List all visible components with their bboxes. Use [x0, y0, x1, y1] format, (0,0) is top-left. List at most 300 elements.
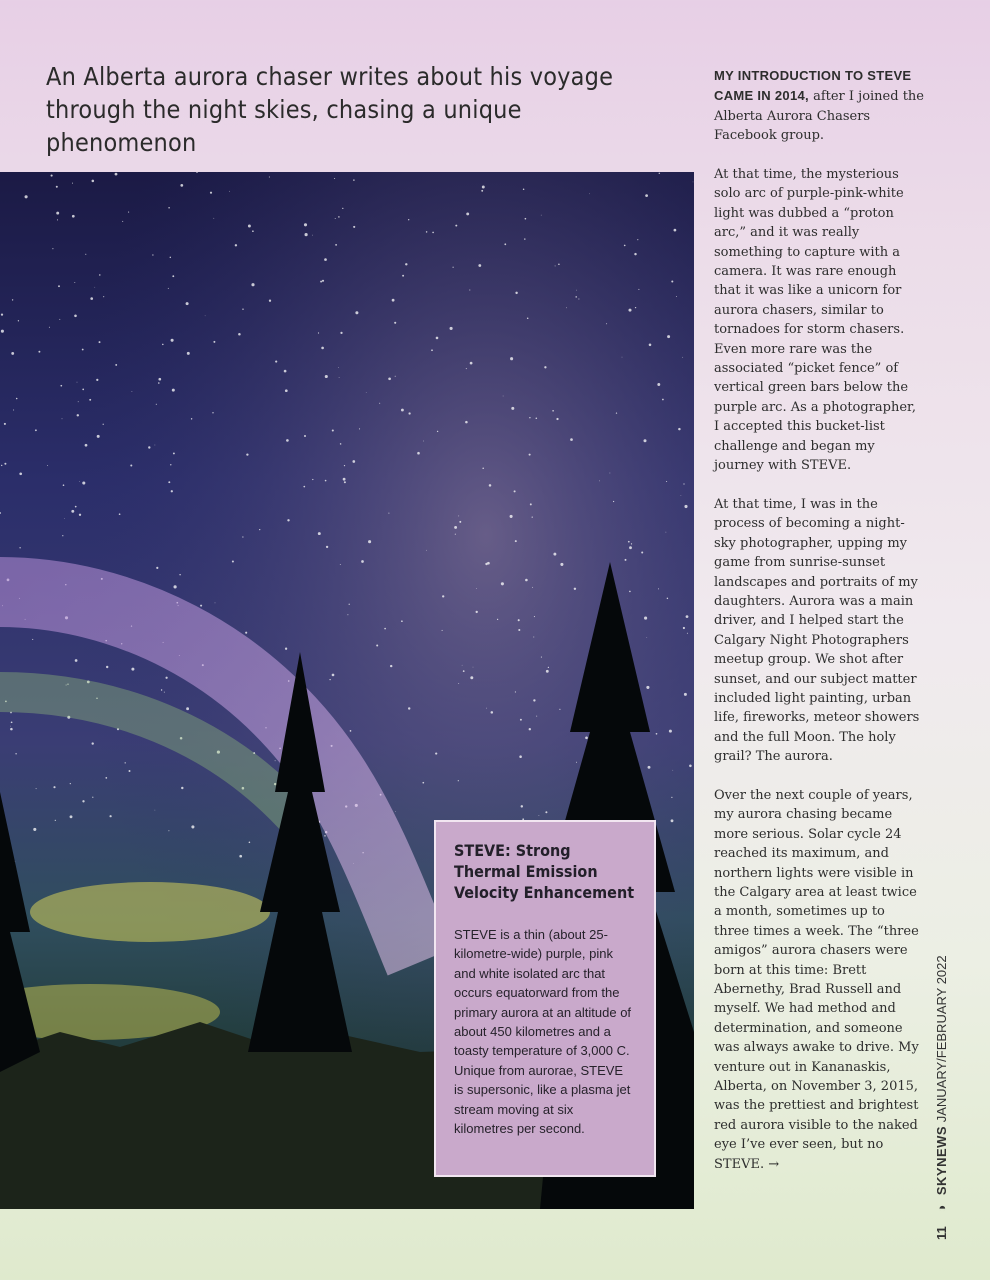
star	[442, 630, 443, 631]
star	[534, 616, 535, 617]
star	[285, 389, 288, 392]
star	[287, 519, 289, 521]
star	[324, 835, 325, 836]
star	[631, 543, 632, 544]
star	[1, 313, 3, 315]
star	[671, 819, 674, 822]
star	[58, 285, 60, 287]
star	[491, 711, 494, 714]
star	[155, 810, 156, 811]
star	[647, 637, 648, 638]
star	[92, 742, 94, 744]
star	[212, 412, 213, 413]
star	[70, 815, 73, 818]
star	[666, 481, 667, 482]
star	[666, 532, 667, 533]
star	[238, 333, 241, 336]
star	[232, 560, 234, 562]
star	[585, 736, 588, 739]
star	[103, 424, 104, 425]
star	[215, 603, 216, 604]
star	[77, 414, 79, 416]
star	[559, 709, 560, 710]
star	[450, 327, 453, 330]
star	[339, 377, 340, 378]
star	[511, 407, 514, 410]
sidebar-body: STEVE is a thin (about 25-kilometre-wide) purple, pink and white isolated arc that occurs equatorward from the primary aurora at an altitude of about 450 kilometres and a toasty temperature of 3,000 C. Unique from aurorae, STEVE is supersonic, like a plasma jet stream moving at six kilometres per second.	[454, 927, 632, 1137]
star	[89, 399, 91, 401]
star	[340, 564, 341, 565]
star	[538, 815, 539, 816]
star	[322, 280, 324, 282]
star	[503, 396, 504, 397]
star	[687, 633, 688, 634]
star	[97, 435, 100, 438]
star	[82, 800, 84, 802]
star	[305, 233, 308, 236]
star	[481, 190, 483, 192]
star	[533, 699, 535, 701]
star	[353, 179, 354, 180]
star	[489, 484, 492, 487]
star	[635, 307, 636, 308]
star	[165, 677, 167, 679]
star	[548, 667, 549, 668]
star	[312, 235, 313, 236]
star	[55, 820, 56, 821]
star	[408, 707, 410, 709]
star	[658, 588, 659, 589]
star	[520, 719, 522, 721]
star	[32, 639, 33, 640]
star	[49, 327, 50, 328]
star	[628, 309, 631, 312]
star	[514, 490, 516, 492]
star	[529, 417, 530, 418]
star	[645, 194, 648, 197]
star	[401, 620, 403, 622]
star	[325, 480, 327, 482]
star	[269, 300, 271, 302]
star	[536, 417, 538, 419]
star	[555, 265, 556, 266]
star	[482, 186, 485, 189]
star	[455, 534, 456, 535]
star	[352, 460, 355, 463]
star	[657, 383, 660, 386]
star	[426, 231, 428, 233]
star	[686, 615, 689, 618]
star	[501, 582, 504, 585]
star	[186, 302, 189, 305]
star	[53, 786, 55, 788]
star	[304, 223, 307, 226]
star	[599, 480, 600, 481]
star	[242, 536, 243, 537]
paragraph-1	[714, 66, 924, 146]
star	[521, 805, 523, 807]
star	[82, 349, 84, 351]
star	[245, 632, 247, 634]
star	[560, 563, 563, 566]
star	[515, 292, 517, 294]
star	[684, 505, 687, 508]
star	[156, 404, 157, 405]
star	[536, 716, 537, 717]
star	[82, 389, 84, 391]
star	[158, 378, 161, 381]
star	[525, 218, 527, 220]
star	[476, 588, 477, 589]
star	[693, 182, 694, 183]
star	[252, 230, 254, 232]
star	[644, 617, 647, 620]
star	[459, 521, 461, 523]
star	[497, 619, 498, 620]
star	[152, 254, 153, 255]
star	[171, 339, 174, 342]
star	[629, 591, 631, 593]
star	[392, 299, 395, 302]
star	[432, 232, 434, 234]
star	[246, 453, 248, 455]
star	[10, 728, 13, 731]
star	[622, 357, 623, 358]
star	[85, 444, 88, 447]
star	[148, 446, 150, 448]
star	[242, 308, 243, 309]
star	[558, 264, 560, 266]
star	[684, 693, 687, 696]
star	[634, 253, 636, 255]
star	[64, 518, 65, 519]
star	[109, 815, 111, 817]
star	[682, 357, 683, 358]
star	[200, 605, 202, 607]
star	[662, 399, 664, 401]
star	[478, 264, 481, 267]
star	[115, 364, 117, 366]
star	[518, 619, 520, 621]
star	[16, 398, 18, 400]
star	[629, 546, 632, 549]
star	[525, 579, 528, 582]
star	[423, 441, 424, 442]
star	[532, 587, 533, 588]
star	[402, 275, 404, 277]
star	[329, 679, 330, 680]
star	[504, 243, 506, 245]
star	[62, 418, 63, 419]
star	[75, 506, 77, 508]
star	[683, 483, 684, 484]
star	[426, 550, 427, 551]
star	[303, 486, 305, 488]
star	[408, 412, 410, 414]
star	[553, 553, 556, 556]
star	[340, 443, 342, 445]
star	[676, 296, 677, 297]
star	[275, 361, 277, 363]
star	[172, 389, 175, 392]
star	[476, 611, 478, 613]
star	[57, 219, 58, 220]
star	[170, 464, 171, 465]
star	[355, 311, 358, 314]
star	[678, 428, 680, 430]
star	[466, 368, 467, 369]
star	[191, 418, 192, 419]
star	[72, 215, 75, 218]
star	[344, 481, 346, 483]
folio-separator-icon: ◑	[934, 1204, 949, 1213]
star	[649, 344, 652, 347]
star	[13, 410, 14, 411]
star	[527, 317, 529, 319]
star	[470, 676, 473, 679]
star	[570, 438, 573, 441]
lead-in: MY INTRODUCTION TO STEVE CAME IN 2014,	[714, 68, 912, 104]
star	[60, 385, 62, 387]
star	[638, 289, 639, 290]
star	[482, 468, 484, 470]
star	[541, 657, 542, 658]
star	[376, 644, 378, 646]
star	[350, 730, 352, 732]
star	[326, 546, 328, 548]
star	[324, 258, 327, 261]
paragraph-4: Over the next couple of years, my aurora chasing became more serious. Solar cycle 24 reached its maximum, and northern lights were visible in the Calgary area at least twice a month, sometimes up to three times a week. The “three amigos” aurora chasers were born at this time: Brett Abernethy, Brad Russell and myself. We had method and determination, and someone was always awake to drive. My venture out in Kananaskis, Alberta, on November 3, 2015, was the prettiest and brightest red aurora visible to the naked eye I’ve ever seen, but no STEVE. →	[714, 787, 919, 1172]
star	[213, 341, 215, 343]
star	[131, 668, 134, 671]
star	[170, 257, 171, 258]
star	[85, 254, 86, 255]
star	[285, 648, 287, 650]
star	[575, 296, 577, 298]
star	[335, 244, 337, 246]
star	[359, 428, 360, 429]
star	[173, 452, 175, 454]
star	[643, 439, 646, 442]
star	[576, 762, 577, 763]
star	[422, 782, 424, 784]
star	[70, 783, 71, 784]
star	[52, 248, 53, 249]
star	[158, 382, 160, 384]
star	[56, 186, 58, 188]
star	[269, 176, 270, 177]
star	[320, 281, 322, 283]
star	[51, 175, 53, 177]
star	[388, 377, 391, 380]
star	[624, 245, 626, 247]
star	[304, 435, 306, 437]
star	[361, 560, 364, 563]
star	[518, 629, 520, 631]
star	[683, 627, 685, 629]
star	[77, 382, 78, 383]
star	[156, 567, 158, 569]
star	[463, 670, 465, 672]
star	[99, 341, 101, 343]
star	[332, 674, 335, 677]
star	[36, 788, 37, 789]
sidebar-box	[434, 820, 656, 1177]
star	[187, 352, 190, 355]
star	[129, 770, 131, 772]
star	[162, 344, 164, 346]
star	[11, 352, 14, 355]
star	[284, 370, 287, 373]
star	[275, 760, 276, 761]
star	[59, 319, 60, 320]
star	[99, 274, 100, 275]
star	[417, 452, 420, 455]
star	[486, 708, 487, 709]
star	[388, 513, 389, 514]
star	[343, 478, 346, 481]
star	[74, 315, 77, 318]
star	[191, 825, 194, 828]
star	[155, 445, 156, 446]
star	[353, 226, 355, 228]
star	[72, 183, 73, 184]
star	[648, 766, 651, 769]
star	[552, 410, 554, 412]
star	[205, 315, 206, 316]
star	[106, 666, 108, 668]
star	[646, 686, 649, 689]
star	[436, 337, 439, 340]
star	[435, 753, 437, 755]
star	[95, 287, 96, 288]
star	[384, 628, 386, 630]
star	[1, 465, 2, 466]
star	[458, 780, 459, 781]
star	[321, 347, 324, 350]
star	[473, 667, 474, 668]
star	[546, 670, 549, 673]
star	[4, 463, 6, 465]
star	[347, 614, 348, 615]
star	[437, 431, 438, 432]
star	[401, 409, 404, 412]
star	[659, 173, 660, 174]
star	[79, 481, 80, 482]
star	[33, 828, 36, 831]
star	[63, 484, 65, 486]
star	[15, 753, 16, 754]
star	[469, 289, 470, 290]
star	[390, 665, 392, 667]
star	[470, 362, 473, 365]
star	[545, 811, 547, 813]
star	[589, 193, 590, 194]
star	[161, 689, 162, 690]
star	[19, 547, 20, 548]
star	[510, 515, 513, 518]
star	[431, 349, 433, 351]
star	[458, 683, 459, 684]
star	[128, 212, 129, 213]
star	[19, 472, 22, 475]
magazine-name: SKYNEWS	[934, 1125, 949, 1196]
article-deck: An Alberta aurora chaser writes about his voyage through the night skies, chasing a unique phenomenon	[46, 62, 614, 157]
star	[168, 481, 170, 483]
star	[18, 320, 19, 321]
star	[325, 375, 328, 378]
star	[532, 516, 533, 517]
star	[213, 218, 214, 219]
star	[168, 830, 169, 831]
star	[229, 191, 230, 192]
star	[366, 392, 367, 393]
star	[394, 322, 396, 324]
star	[4, 423, 6, 425]
star	[338, 367, 339, 368]
star	[342, 208, 343, 209]
star	[125, 762, 126, 763]
star	[130, 464, 132, 466]
star	[408, 219, 409, 220]
star	[181, 787, 183, 789]
star	[11, 721, 13, 723]
star	[92, 797, 93, 798]
star	[519, 755, 522, 758]
star	[628, 541, 630, 543]
star	[656, 733, 658, 735]
star	[10, 726, 11, 727]
star	[335, 218, 336, 219]
star	[485, 563, 487, 565]
star	[239, 855, 242, 858]
star	[674, 229, 677, 232]
star	[574, 588, 576, 590]
star	[115, 173, 118, 176]
star	[1, 330, 4, 333]
star	[78, 401, 79, 402]
star	[530, 503, 532, 505]
star	[344, 465, 345, 466]
star	[529, 454, 531, 456]
star	[515, 540, 517, 542]
star	[578, 298, 579, 299]
star	[103, 296, 104, 297]
star	[529, 728, 531, 730]
star	[172, 275, 174, 277]
star	[92, 180, 95, 183]
star	[671, 797, 672, 798]
star	[667, 598, 668, 599]
star	[122, 221, 123, 222]
star	[248, 225, 251, 228]
star	[454, 526, 457, 529]
paragraph-3: At that time, I was in the process of becoming a night-sky photographer, upping my game from sunrise-sunset landscapes and portraits of my daughters. Aurora was a main driver, and I helped start the Calgary Night Photographers meetup group. We shot after sunset, and our subject matter included light painting, urban life, fireworks, meteor showers and the full Moon. The holy grail? The aurora.	[714, 496, 920, 765]
star	[541, 215, 542, 216]
star	[180, 184, 183, 187]
star	[105, 777, 107, 779]
star	[395, 376, 396, 377]
star	[286, 439, 289, 442]
star	[613, 501, 614, 502]
star	[340, 332, 342, 334]
issue-date: JANUARY/FEBRUARY 2022	[934, 955, 949, 1123]
star	[210, 192, 212, 194]
star	[249, 842, 251, 844]
star	[625, 559, 627, 561]
star	[405, 263, 407, 265]
star	[132, 391, 133, 392]
